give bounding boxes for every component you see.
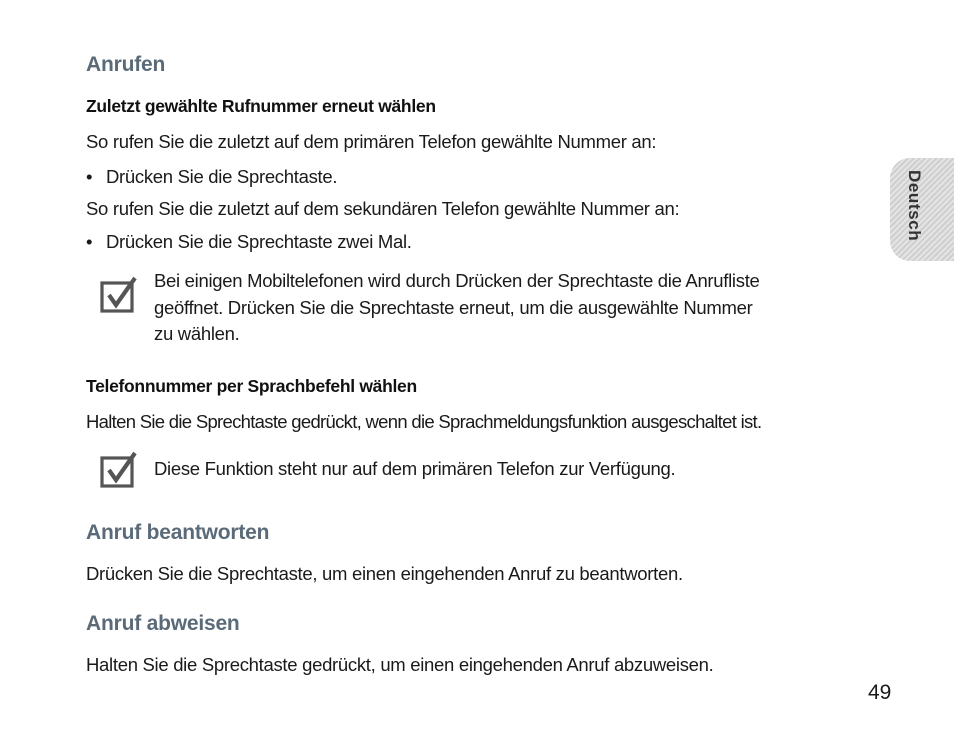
language-tab-label: Deutsch [905, 170, 924, 242]
subheading-voice-dial: Telefonnummer per Sprachbefehl wählen [86, 376, 417, 396]
reject-body: Halten Sie die Sprechtaste gedrückt, um einen eingehenden Anruf abzuweisen. [86, 654, 714, 675]
note-line: zu wählen. [154, 323, 240, 344]
voice-dial-body: Halten Sie die Sprechtaste gedrückt, wenn die Sprachmeldungsfunktion ausgeschaltet ist. [86, 411, 762, 432]
redial-secondary-intro: So rufen Sie die zuletzt auf dem sekundären Telefon gewählte Nummer an: [86, 198, 680, 219]
page-number: 49 [868, 681, 892, 704]
section-heading-reject: Anruf abweisen [86, 612, 240, 635]
checkbox-check-icon [100, 451, 138, 489]
section-heading-anrufen: Anrufen [86, 53, 166, 76]
redial-primary-intro: So rufen Sie die zuletzt auf dem primären Telefon gewählte Nummer an: [86, 131, 657, 152]
note-line: Bei einigen Mobiltelefonen wird durch Drücken der Sprechtaste die Anrufliste [154, 270, 760, 291]
section-heading-answer: Anruf beantworten [86, 521, 270, 544]
redial-primary-bullet: Drücken Sie die Sprechtaste. [106, 166, 338, 187]
bullet-marker: • [86, 166, 93, 187]
redial-secondary-bullet: Drücken Sie die Sprechtaste zwei Mal. [106, 231, 412, 252]
checkbox-check-icon [100, 276, 138, 314]
subheading-redial: Zuletzt gewählte Rufnummer erneut wählen [86, 96, 436, 116]
note-line: Diese Funktion steht nur auf dem primären Telefon zur Verfügung. [154, 458, 676, 479]
note-line: geöffnet. Drücken Sie die Sprechtaste erneut, um die ausgewählte Nummer [154, 297, 753, 318]
answer-body: Drücken Sie die Sprechtaste, um einen eingehenden Anruf zu beantworten. [86, 563, 683, 584]
bullet-marker: • [86, 231, 93, 252]
